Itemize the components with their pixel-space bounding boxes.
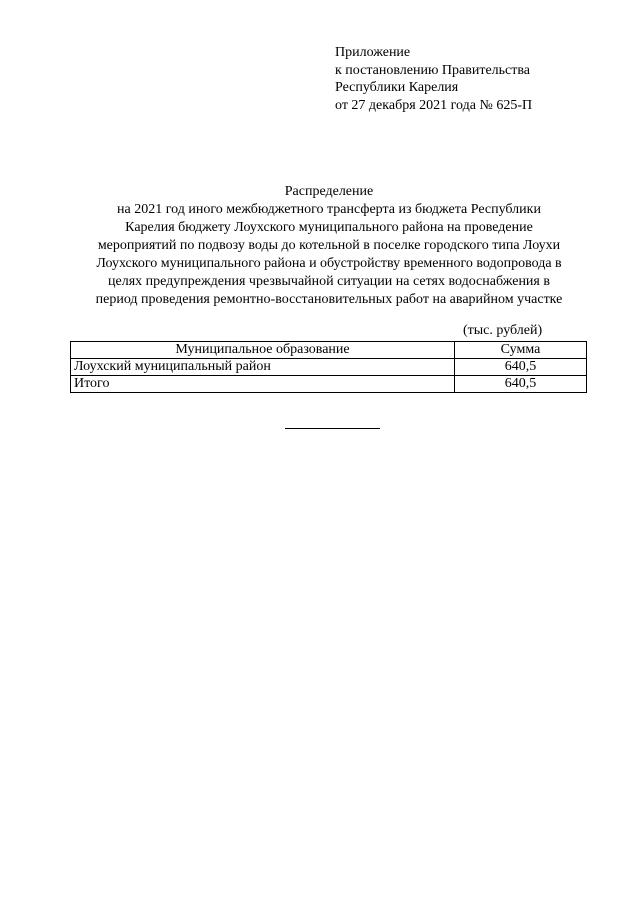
table-header-row [71,342,587,359]
approval-line: Республики Карелия [335,80,459,95]
end-of-document-rule [285,428,380,429]
approval-line: Приложение [335,45,411,60]
total-label-cell: Итого [71,376,455,393]
document-heading [70,183,588,309]
sum-cell: 640,5 [455,359,587,376]
approval-line: к постановлению Правительства [335,62,531,78]
municipality-cell: Лоухский муниципальный район [71,359,455,376]
heading-line: Лоухского муниципального района и обустройству временного водопровода в [96,256,562,271]
approval-line: от 27 декабря 2021 года № 625-П [335,97,533,113]
column-header-sum: Сумма [455,342,587,359]
table-row [71,359,587,376]
column-header-municipality: Муниципальное образование [71,342,455,359]
unit-label: (тыс. рублей) [463,323,543,338]
heading-title: Распределение [284,184,374,199]
heading-line: Карелия бюджету Лоухского муниципального района на проведение [125,220,533,235]
heading-line: целях предупреждения чрезвычайной ситуации на сетях водоснабжения в [108,274,550,289]
total-sum-cell: 640,5 [455,376,587,393]
approval-block [335,44,532,114]
table-row-total [71,376,587,393]
heading-line: на 2021 год иного межбюджетного трансферта из бюджета Республики [117,202,541,217]
allocation-table [70,341,587,393]
heading-line: период проведения ремонтно-восстановительных работ на аварийном участке [95,292,563,307]
heading-line: мероприятий по подвозу воды до котельной в поселке городского типа Лоухи [97,238,561,253]
